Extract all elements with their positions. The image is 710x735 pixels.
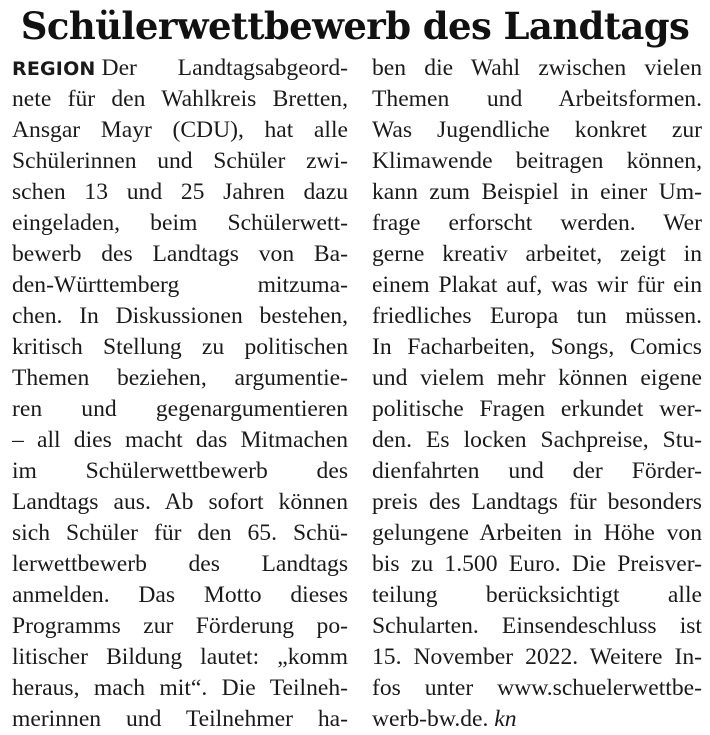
left-column-line: lerwettbewerb des Landtags [12, 551, 348, 577]
right-column-line: bis zu 1.500 Euro. Die Preisver- [372, 551, 702, 577]
left-column-line: den-Württemberg mitzuma- [12, 272, 348, 298]
right-column-line: dienfahrten und der Förder- [372, 458, 702, 484]
right-column-line: Was Jugendliche konkret zur [372, 117, 702, 143]
right-column-line: Themen und Arbeitsformen. [372, 86, 702, 112]
left-column-line: im Schülerwettbewerb des [12, 458, 348, 484]
right-column-line: fos unter www.schuelerwettbe- [372, 675, 702, 701]
left-column-line: chen. In Diskussionen bestehen, [12, 303, 348, 329]
left-column-line: Schülerinnen und Schüler zwi- [12, 148, 348, 174]
left-column-line: ren und gegenargumentieren [12, 396, 348, 422]
left-column-line: litischer Bildung lautet: „komm [12, 644, 348, 670]
right-column-line: ben die Wahl zwischen vielen [372, 55, 702, 81]
right-column-line: Klimawende beitragen können, [372, 148, 702, 174]
left-column-line: nete für den Wahlkreis Bretten, [12, 86, 348, 112]
left-column-line: Landtags aus. Ab sofort können [12, 489, 348, 515]
right-column-line: 15. November 2022. Weitere In- [372, 644, 702, 670]
website-text: werb-bw.de. [372, 706, 489, 732]
left-column-line: bewerb des Landtags von Ba- [12, 241, 348, 267]
right-column [372, 53, 702, 735]
right-column-last-line [372, 704, 702, 735]
left-column-line: kritisch Stellung zu politischen [12, 334, 348, 360]
left-column-line: Programms zur Förderung po- [12, 613, 348, 639]
region-label: REGION [12, 58, 96, 80]
left-column-line: heraus, mach mit“. Die Teilneh- [12, 675, 348, 701]
left-column-line [12, 53, 348, 84]
left-column-line: – all dies macht das Mitmachen [12, 427, 348, 453]
right-column-line: gelungene Arbeiten in Höhe von [372, 520, 702, 546]
right-column-line: teilung berücksichtigt alle [372, 582, 702, 608]
left-first-line-text: Der Landtagsabgeord- [101, 55, 348, 81]
right-column-line: den. Es locken Sachpreise, Stu- [372, 427, 702, 453]
left-column-line: sich Schüler für den 65. Schü- [12, 520, 348, 546]
left-column-line: Themen beziehen, argumentie- [12, 365, 348, 391]
left-column-line: Ansgar Mayr (CDU), hat alle [12, 117, 348, 143]
right-column-line: Schularten. Einsendeschluss ist [372, 613, 702, 639]
left-column-line: eingeladen, beim Schülerwett- [12, 210, 348, 236]
right-column-line: kann zum Beispiel in einer Um- [372, 179, 702, 205]
article-headline: Schülerwettbewerb des Landtags [20, 4, 690, 48]
right-column-line: preis des Landtags für besonders [372, 489, 702, 515]
left-column-line: anmelden. Das Motto dieses [12, 582, 348, 608]
right-column-line: friedliches Europa tun müssen. [372, 303, 702, 329]
left-column-line: schen 13 und 25 Jahren dazu [12, 179, 348, 205]
right-column-line: frage erforscht werden. Wer [372, 210, 702, 236]
left-column-line: merinnen und Teilnehmer ha- [12, 706, 348, 732]
right-column-line: einem Plakat auf, was wir für ein [372, 272, 702, 298]
right-column-line: politische Fragen erkundet wer- [372, 396, 702, 422]
left-column [12, 53, 348, 735]
right-column-line: In Facharbeiten, Songs, Comics [372, 334, 702, 360]
right-column-line: und vielem mehr können eigene [372, 365, 702, 391]
author-initials: kn [494, 706, 517, 732]
right-column-line: gerne kreativ arbeitet, zeigt in [372, 241, 702, 267]
